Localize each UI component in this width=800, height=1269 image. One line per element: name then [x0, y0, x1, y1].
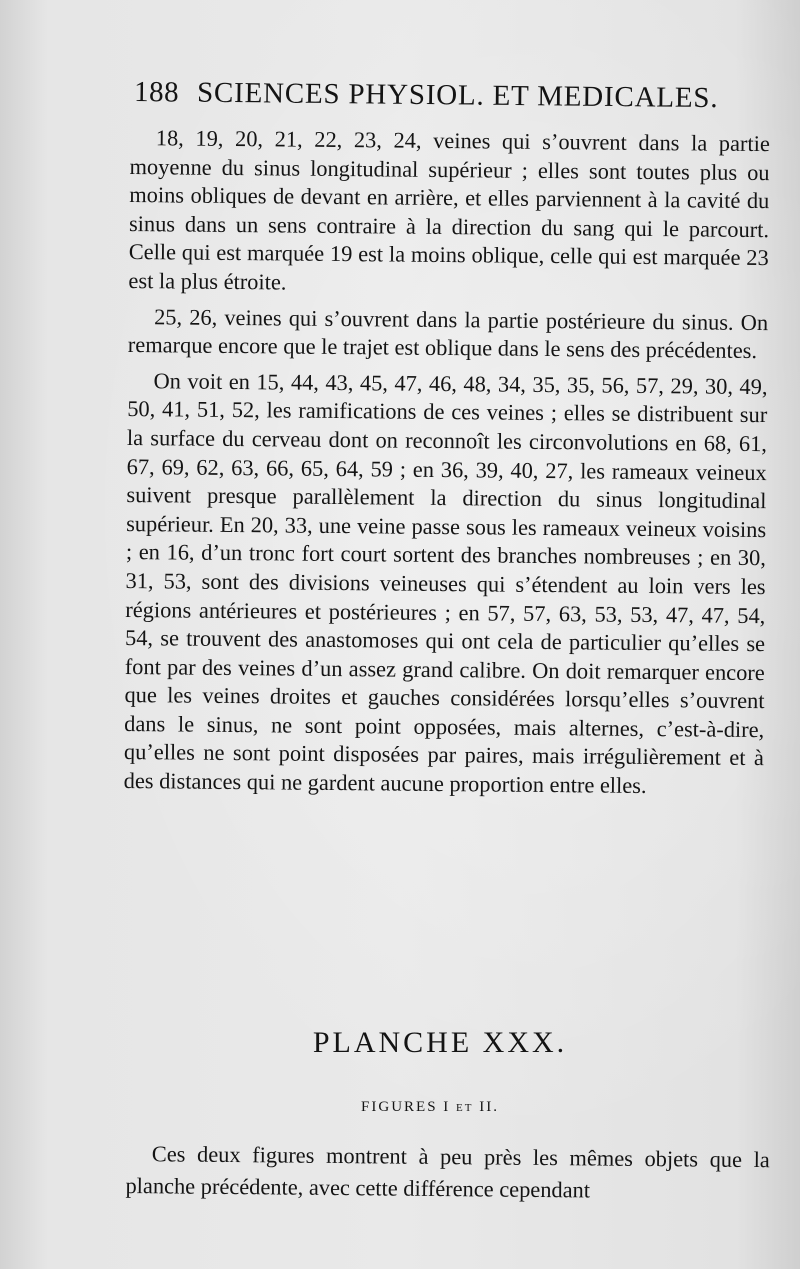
- paragraph: On voit en 15, 44, 43, 45, 47, 46, 48, 34, 35, 35, 56, 57, 29, 30, 49, 50, 41, 51, 52, les ramifications de ces veines ; elles se distribuent sur la surface du cerveau dont on reconnoît les circonvolutions en 68, 61, 67, 69, 62, 63, 66, 65, 64, 59 ; en 36, 39, 40, 27, les rameaux veineux suivent presque parallèlement la direction du sinus longitudinal supérieur. En 20, 33, une veine passe sous les rameaux veineux voisins ; en 16, d’un tronc fort court sortent des branches nombreuses ; en 30, 31, 53, sont des divisions veineuses qui s’étendent au loin vers les régions antérieures et postérieures ; en 57, 57, 63, 53, 53, 47, 47, 54, 54, se trouvent des anastomoses qui ont cela de particulier qu’elles se font par des veines d’un assez grand calibre. On doit remarquer encore que les veines droites et gauches considérées lorsqu’elles s’ouvrent dans le sinus, ne sont point opposées, mais alternes, c’est-à-dire, qu’elles ne sont point disposées par paires, mais irrégulièrement et à des distances qui ne gardent aucune proportion entre elles.: [123, 367, 768, 799]
- closing-text: [125, 1138, 770, 1208]
- plate-title: PLANCHE XXX.: [312, 1026, 568, 1059]
- figures-subtitle: FIGURES I et II.: [361, 1099, 499, 1115]
- page-number: 188: [133, 76, 180, 109]
- body-text: [123, 124, 769, 809]
- paragraph: 25, 26, veines qui s’ouvrent dans la partie postérieure du sinus. On remarque encore que le trajet est oblique dans le sens des précédentes.: [127, 303, 769, 364]
- page-header: [134, 76, 754, 126]
- paragraph: Ces deux figures montrent à peu près les mêmes objets que la planche précédente, avec cette différence cependant: [125, 1141, 770, 1203]
- paragraph: 18, 19, 20, 21, 22, 23, 24, veines qui s’ouvrent dans la partie moyenne du sinus longitudinal supérieur ; elles sont toutes plus ou moins obliques de devant en arrière, et elles parviennent à la cavité du sinus dans un sens contraire à la direction du sang qui le parcourt. Celle qui est marquée 19 est la moins oblique, celle qui est marquée 23 est la plus étroite.: [128, 125, 770, 295]
- running-head: SCIENCES PHYSIOL. ET MEDICALES.: [196, 76, 719, 115]
